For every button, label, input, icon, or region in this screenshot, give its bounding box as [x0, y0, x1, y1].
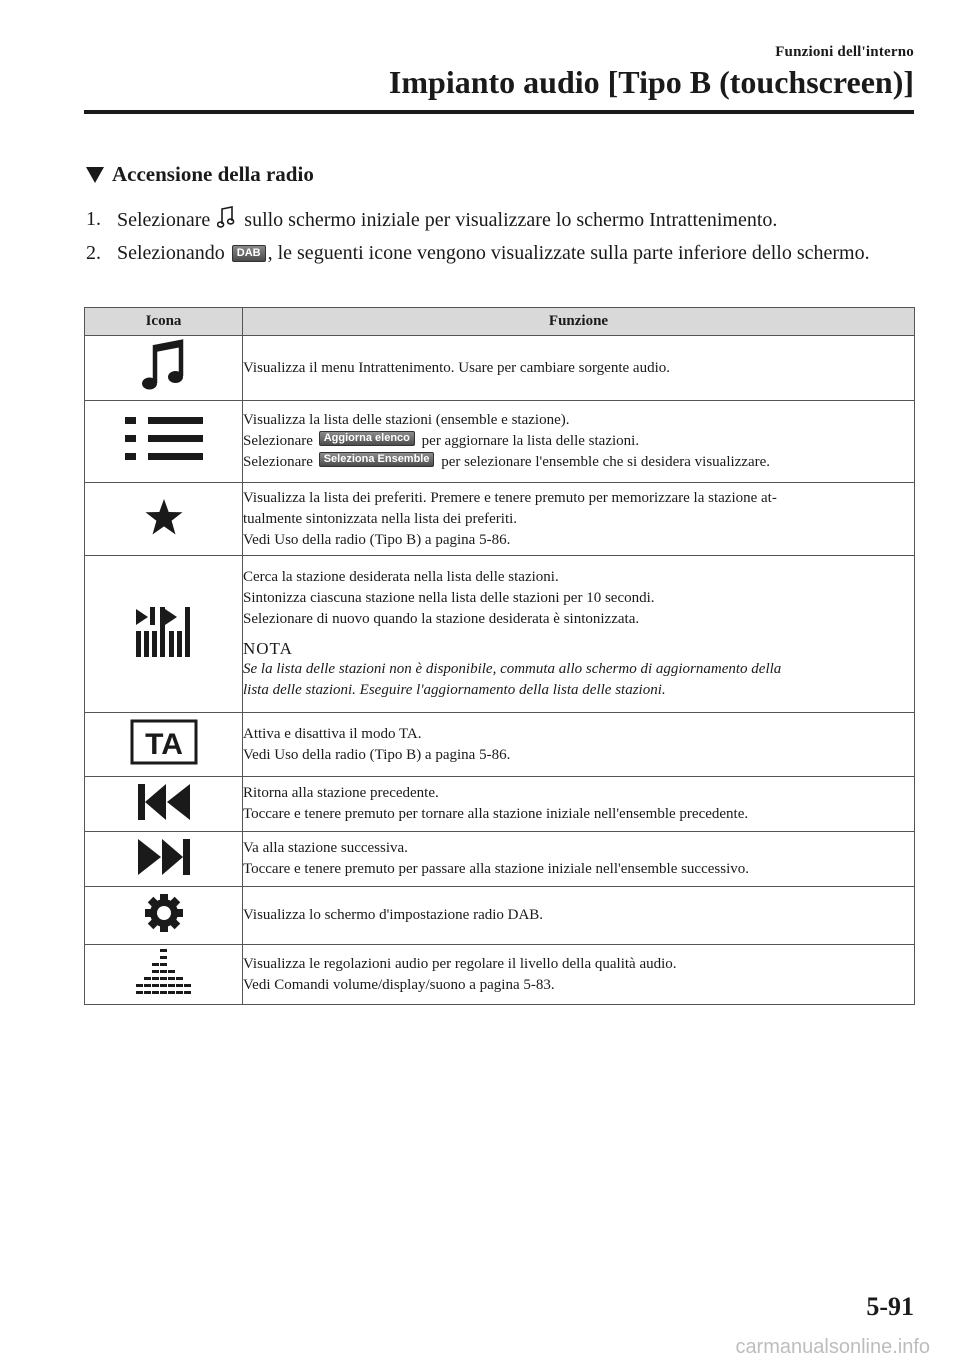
- music-note-icon[interactable]: [141, 339, 187, 393]
- table-header-row: [85, 308, 915, 336]
- function-text: Attiva e disattiva il modo TA.: [243, 725, 422, 742]
- table-row: [85, 713, 915, 777]
- function-text: per selezionare l'ensemble che si desidera visualizzare.: [437, 454, 771, 470]
- step-text: Selezionando: [117, 242, 225, 264]
- step-text: Selezionare: [117, 209, 211, 231]
- section-heading: [86, 162, 314, 187]
- triangle-marker-icon: [86, 167, 104, 183]
- note-text: lista delle stazioni. Eseguire l'aggiornamento della lista delle stazioni.: [243, 682, 666, 698]
- table-row: [85, 832, 915, 887]
- table-row: [85, 945, 915, 1005]
- table-row: [85, 777, 915, 832]
- function-text: Vedi Uso della radio (Tipo B) a pagina 5-86.: [243, 531, 511, 548]
- table-row: [85, 401, 915, 483]
- steps-list: [86, 205, 886, 272]
- step-text: sullo schermo iniziale per visualizzare lo schermo Intrattenimento.: [244, 209, 778, 231]
- function-text: Ritorna alla stazione precedente.: [243, 785, 439, 801]
- section-title: Accensione della radio: [112, 162, 314, 186]
- function-text: Cerca la stazione desiderata nella lista delle stazioni.: [243, 569, 559, 585]
- step-text: , le seguenti icone vengono visualizzate sulla parte inferiore dello schermo.: [267, 242, 870, 264]
- function-text: Toccare e tenere premuto per passare alla stazione iniziale nell'ensemble successivo.: [243, 861, 750, 877]
- music-note-icon: [217, 205, 235, 229]
- note-title: NOTA: [243, 639, 293, 658]
- icon-function-table: [84, 307, 915, 1005]
- table-row: [85, 556, 915, 713]
- function-text: Toccare e tenere premuto per tornare alla stazione iniziale nell'ensemble precedente.: [243, 806, 749, 822]
- header-rule: [84, 110, 914, 114]
- dab-button[interactable]: DAB: [232, 245, 266, 262]
- function-text-line: [243, 431, 914, 452]
- header-function: Funzione: [243, 308, 915, 336]
- step-number: 1.: [86, 208, 101, 230]
- function-text: Selezionare: [243, 433, 317, 449]
- function-text-line: [243, 452, 914, 473]
- seleziona-ensemble-button[interactable]: Seleziona Ensemble: [319, 452, 435, 467]
- table-row: [85, 887, 915, 945]
- skip-back-icon[interactable]: [137, 783, 191, 821]
- function-text: Sintonizza ciascuna stazione nella lista delle stazioni per 10 secondi.: [243, 590, 655, 606]
- table-row: [85, 336, 915, 401]
- list-icon[interactable]: [124, 415, 204, 463]
- watermark: carmanualsonline.info: [735, 1336, 930, 1358]
- page-number: 5-91: [866, 1292, 914, 1321]
- function-text: Visualizza lo schermo d'impostazione radio DAB.: [243, 907, 544, 923]
- function-text: Va alla stazione successiva.: [243, 840, 408, 856]
- header-icon: Icona: [85, 308, 243, 336]
- function-text: tualmente sintonizzata nella lista dei preferiti.: [243, 510, 518, 527]
- gear-icon[interactable]: [144, 893, 184, 933]
- function-text: Visualizza la lista dei preferiti. Premere e tenere premuto per memorizzare la stazione at-: [243, 489, 777, 506]
- step-number: 2.: [86, 242, 101, 264]
- chapter-label: Funzioni dell'interno: [775, 44, 914, 60]
- star-icon[interactable]: [144, 498, 184, 536]
- function-text: Vedi Uso della radio (Tipo B) a pagina 5-86.: [243, 746, 511, 763]
- ta-icon[interactable]: [130, 719, 198, 765]
- function-text: Visualizza la lista delle stazioni (ensemble e stazione).: [243, 412, 570, 428]
- page-title: Impianto audio [Tipo B (touchscreen)]: [388, 64, 914, 100]
- equalizer-icon[interactable]: [134, 948, 194, 996]
- function-text: Visualizza il menu Intrattenimento. Usare per cambiare sorgente audio.: [243, 359, 670, 376]
- skip-forward-icon[interactable]: [137, 838, 191, 876]
- note-text: Se la lista delle stazioni non è disponibile, commuta allo schermo di aggiornamento della: [243, 661, 782, 677]
- aggiorna-elenco-button[interactable]: Aggiorna elenco: [319, 431, 415, 446]
- table-row: [85, 483, 915, 556]
- function-text: Visualizza le regolazioni audio per regolare il livello della qualità audio.: [243, 955, 677, 972]
- function-text: per aggiornare la lista delle stazioni.: [417, 433, 640, 449]
- step-2: [86, 239, 886, 268]
- function-text: Selezionare: [243, 454, 317, 470]
- function-text: Vedi Comandi volume/display/suono a pagina 5-83.: [243, 976, 555, 993]
- scan-icon[interactable]: [135, 606, 193, 658]
- ta-icon-label: TA: [144, 728, 183, 761]
- step-1: [86, 205, 886, 235]
- function-text: Selezionare di nuovo quando la stazione desiderata è sintonizzata.: [243, 611, 640, 627]
